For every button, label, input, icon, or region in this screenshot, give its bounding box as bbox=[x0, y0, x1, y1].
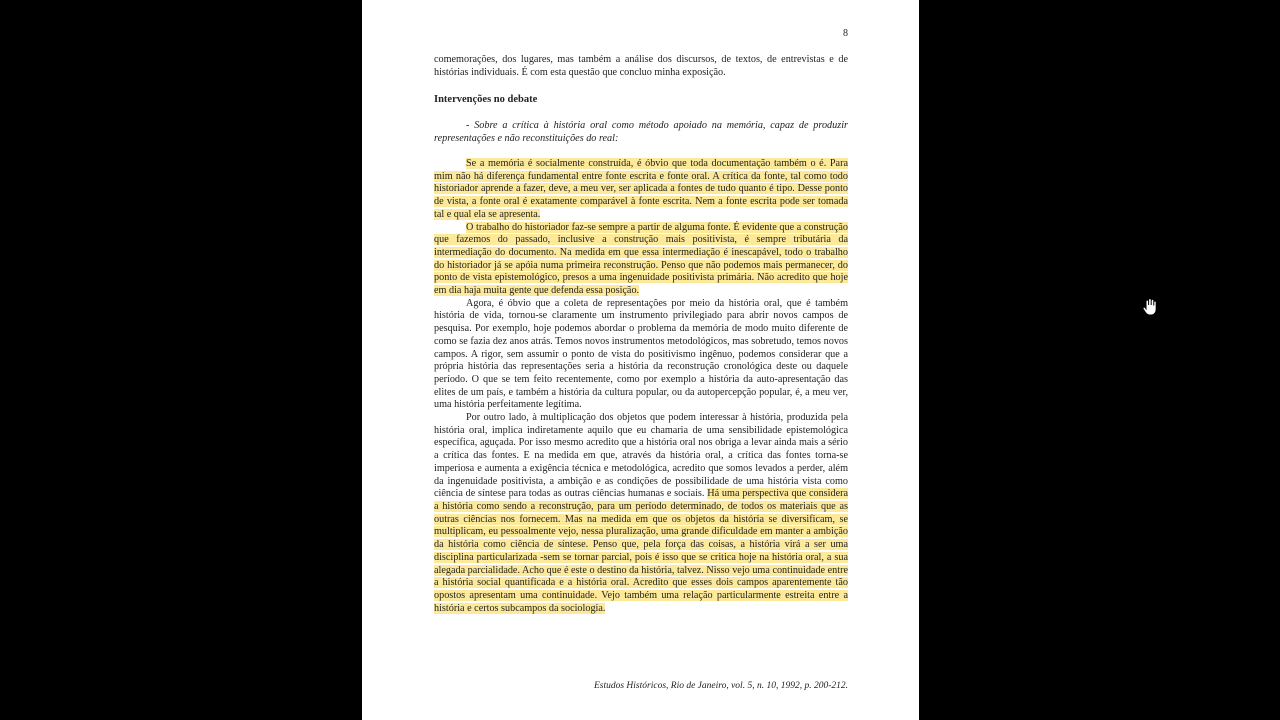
answer-paragraph-4 bbox=[434, 412, 848, 615]
answer-paragraph-3: Agora, é óbvio que a coleta de representações por meio da história oral, que é também história de vida, tornou-se claramente um instrumento privilegiado para abrir novos campos de pesquisa. Por exemplo, hoje podemos abordar o problema da memória de modo muito diferente de como se fazia dez anos atrás. Temos novos instrumentos metodológicos, mas sobretudo, temos novos campos. A rigor, sem assumir o ponto de vista do positivismo ingênuo, podemos considerar que a própria história das representações seria a história da reconstrução cronológica deste ou daquele período. O que se tem feito recentemente, como por exemplo a história da auto-apresentação das elites de um país, e também a história da cultura popular, ou da autopercepção popular, é, a meu ver, uma história perfeitamente legítima. bbox=[434, 297, 848, 411]
citation-footer: Estudos Históricos, Rio de Janeiro, vol. 5, n. 10, 1992, p. 200-212. bbox=[593, 681, 848, 691]
intro-paragraph: comemorações, dos lugares, mas também a análise dos discursos, de textos, de entrevistas e de histórias individuais. É com esta questão que concluo minha exposição. bbox=[434, 54, 848, 78]
page-number: 8 bbox=[843, 28, 848, 39]
plain-text: Por outro lado, à multiplicação dos objetos que podem interessar à história, produzida pela história oral, implica indiretamente aquilo que eu chamaria de uma sensibilidade epistemológica específica, aguçada. Por isso mesmo acredito que a história oral nos obriga a levar ainda mais a sério a crítica das fontes. E na medida em que, através da história oral, a crítica das fontes torna-se imperiosa e aumenta a exigência técnica e metodológica, acredito que somos levados a perder, além da ingenuidade positivista, a ambição e as condições de possibilidade de uma história vista como ciência de síntese para todas as outras ciências humanas e sociais. bbox=[434, 412, 848, 500]
answer-text bbox=[434, 158, 848, 615]
debate-question: - Sobre a crítica à história oral como método apoiado na memória, capaz de produzir representações e não reconstituições do real: bbox=[434, 120, 848, 144]
section-heading: Intervenções no debate bbox=[434, 94, 538, 105]
answer-paragraph-2 bbox=[434, 222, 848, 298]
highlighted-text: Se a memória é socialmente construída, é óbvio que toda documentação também o é. Para mim não há diferença fundamental entre fonte escrita e fonte oral. A crítica da fonte, tal como todo historiador aprende a fazer, deve, a meu ver, ser aplicada a fontes de tudo quanto é tipo. Desse ponto de vista, a fonte oral é exatamente comparável à fonte escrita. Nem a fonte escrita pode ser tomada tal e qual ela se apresenta. bbox=[434, 158, 848, 220]
highlighted-text: O trabalho do historiador faz-se sempre a partir de alguma fonte. É evidente que a construção que fazemos do passado, inclusive a construção mais positivista, é sempre tributária da intermediação do documento. Na medida em que essa intermediação é inescapável, todo o trabalho do historiador já se apóia numa primeira reconstrução. Penso que não podemos mais permanecer, do ponto de vista epistemológico, presos a uma ingenuidade positivista primária. Não acredito que hoje em dia haja muita gente que defenda essa posição. bbox=[434, 221, 848, 297]
document-page bbox=[362, 0, 919, 720]
highlighted-text: Há uma perspectiva que considera a história como sendo a reconstrução, para um período determinado, de todos os materiais que as outras ciências nos fornecem. Mas na medida em que os objetos da história se diversificam, se multiplicam, eu pessoalmente vejo, nessa pluralização, uma grande dificuldade em manter a ambição da história como ciência de síntese. Penso que, pela força das coisas, a história virá a ser uma disciplina particularizada -sem se tornar parcial, pois é isso que se critica hoje na história oral, a sua alegada parcialidade. Acho que é este o destino da história, talvez. Nisso vejo uma continuidade entre a história social quantificada e a história oral. Acredito que esses dois campos aparentemente tão opostos apresentam uma continuidade. Vejo também uma relação particularmente estreita entre a história e certos subcampos da sociologia. bbox=[434, 488, 849, 614]
answer-paragraph-1 bbox=[434, 158, 848, 222]
hand-grab-icon bbox=[1141, 297, 1161, 319]
